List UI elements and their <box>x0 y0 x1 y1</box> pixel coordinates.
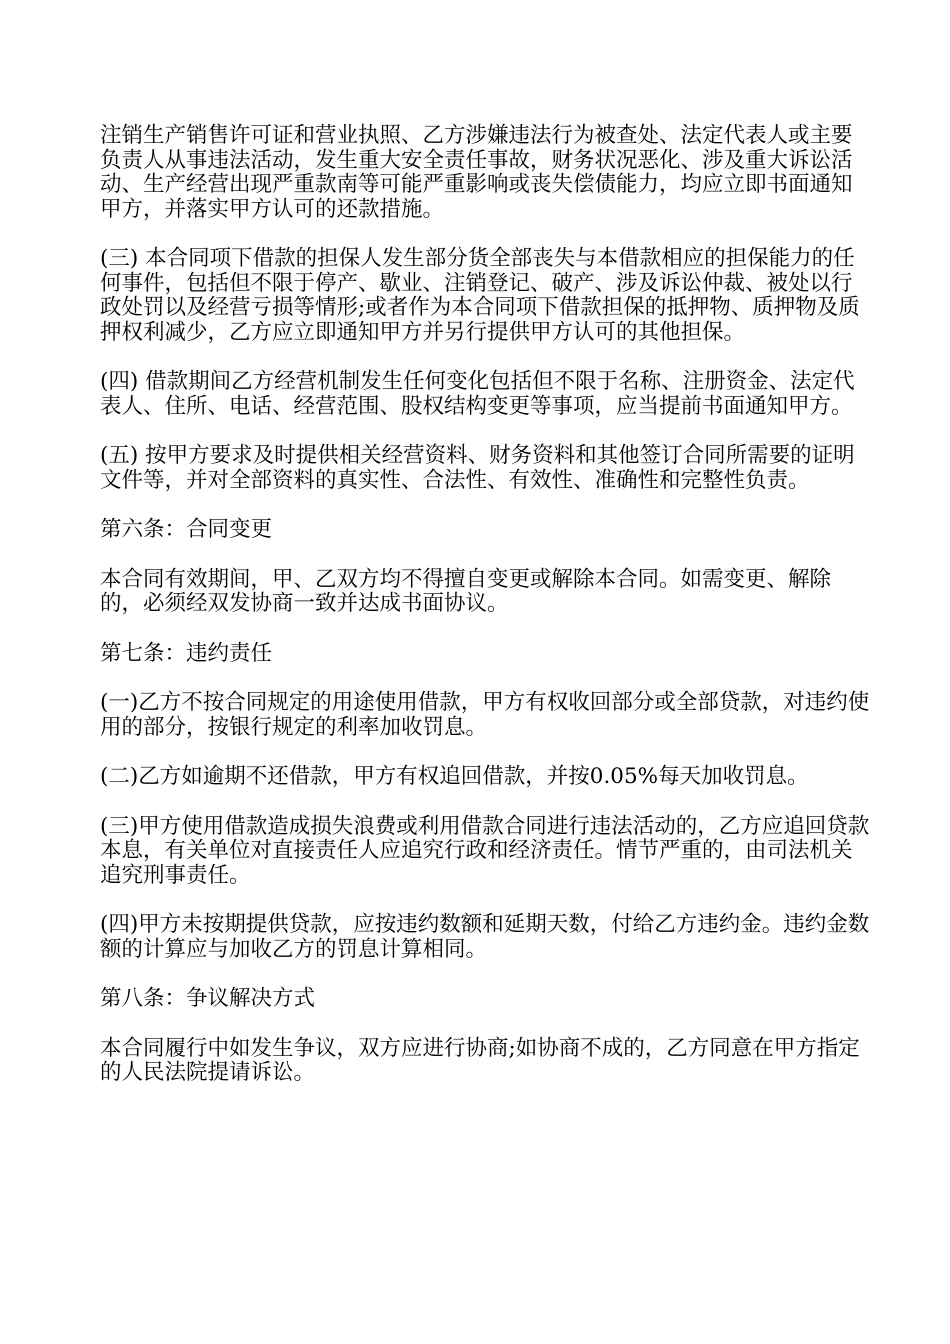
paragraph-clause-4-changes: (四) 借款期间乙方经营机制发生任何变化包括但不限于名称、注册资金、法定代表人、住所、电话、经营范围、股权结构变更等事项，应当提前书面通知甲方。 <box>100 369 855 419</box>
paragraph-clause-3-guarantor: (三) 本合同项下借款的担保人发生部分货全部丧失与本借款相应的担保能力的任何事件，包括但不限于停产、歇业、注销登记、破产、涉及诉讼仲裁、被处以行政处罚以及经营亏损等情形;或者作为本合同项下借款担保的抵押物、质押物及质押权利减少，乙方应立即通知甲方并另行提供甲方认可的其他担保。 <box>100 246 860 345</box>
paragraph-article-8-body: 本合同履行中如发生争议，双方应进行协商;如协商不成的，乙方同意在甲方指定的人民法院提请诉讼。 <box>100 1035 860 1085</box>
paragraph-article-7-item-3: (三)甲方使用借款造成损失浪费或利用借款合同进行违法活动的，乙方应追回贷款本息，有关单位对直接责任人应追究行政和经济责任。情节严重的，由司法机关追究刑事责任。 <box>100 813 870 888</box>
heading-article-8: 第八条：争议解决方式 <box>100 986 316 1011</box>
paragraph-article-6-body: 本合同有效期间，甲、乙双方均不得擅自变更或解除本合同。如需变更、解除的，必须经双发协商一致并达成书面协议。 <box>100 566 832 616</box>
paragraph-article-7-item-2: (二)乙方如逾期不还借款，甲方有权追回借款，并按0.05%每天加收罚息。 <box>100 764 809 789</box>
heading-article-7: 第七条：违约责任 <box>100 640 273 666</box>
paragraph-article-7-item-1: (一)乙方不按合同规定的用途使用借款，甲方有权收回部分或全部贷款，对违约使用的部分，按银行规定的利率加收罚息。 <box>100 690 870 740</box>
paragraph-clause-5-documents: (五) 按甲方要求及时提供相关经营资料、财务资料和其他签订合同所需要的证明文件等，并对全部资料的真实性、合法性、有效性、准确性和完整性负责。 <box>100 443 855 493</box>
document-page <box>100 124 870 1111</box>
heading-article-6: 第六条：合同变更 <box>100 517 273 542</box>
paragraph-article-7-item-4: (四)甲方未按期提供贷款，应按违约数额和延期天数，付给乙方违约金。违约金数额的计算应与加收乙方的罚息计算相同。 <box>100 912 870 962</box>
paragraph-notification-duty: 注销生产销售许可证和营业执照、乙方涉嫌违法行为被查处、法定代表人或主要负责人从事违法活动，发生重大安全责任事故，财务状况恶化、涉及重大诉讼活动、生产经营出现严重款南等可能严重影响或丧失偿债能力，均应立即书面通知甲方，并落实甲方认可的还款措施。 <box>100 123 853 222</box>
